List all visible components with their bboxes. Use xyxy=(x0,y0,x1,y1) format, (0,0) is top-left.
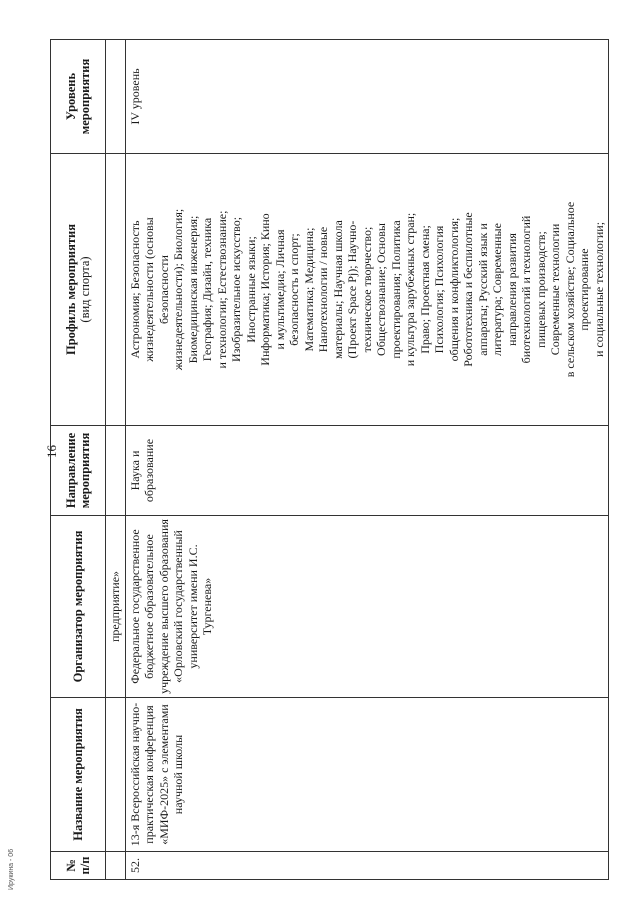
profile-line: направления развития xyxy=(504,233,519,346)
header-profile-sub: (вид спорта) xyxy=(78,256,92,323)
cell-direction: Наука и образование xyxy=(125,426,609,516)
profile-line: и мультимедиа; Личная xyxy=(272,229,287,350)
profile-line: в сельском хозяйстве; Социальное xyxy=(562,201,577,378)
profile-line: аппараты; Русский язык и xyxy=(475,223,490,356)
profile-line: Обществознание; Основы xyxy=(374,223,388,356)
cell-organizer-tail: предприятие» xyxy=(106,516,126,698)
cell-organizer: Федеральное государственное бюджетное образовательное учреждение высшего образования «Орловский государственный университет имени И.С. Тургенева» xyxy=(125,516,609,698)
table-header-row xyxy=(51,40,106,880)
profile-line: техническое творчество; xyxy=(359,226,374,353)
header-organizer: Организатор мероприятия xyxy=(51,516,106,698)
table-row-continuation xyxy=(106,40,126,880)
cell-level: IV уровень xyxy=(125,40,609,154)
profile-line: и социальные технологии; xyxy=(591,221,606,358)
cell-profile xyxy=(125,154,609,426)
header-level: Уровень мероприятия xyxy=(51,40,106,154)
rotated-table-wrapper xyxy=(50,40,610,880)
profile-line: Нанотехнологии / новые xyxy=(316,226,330,353)
cell-empty xyxy=(106,852,126,880)
cell-empty xyxy=(106,698,126,852)
profile-line: материалы; Научная школа xyxy=(330,220,345,359)
profile-line: пищевых производств; xyxy=(533,231,548,348)
header-profile-title: Профиль мероприятия xyxy=(63,224,78,356)
profile-line: Современные технологии xyxy=(548,223,562,356)
events-table xyxy=(50,39,609,880)
profile-line: общения и конфликтология; xyxy=(446,217,461,362)
profile-line: биотехнологий и технологий xyxy=(519,215,533,364)
profile-line: безопасности xyxy=(156,255,171,324)
profile-line: Астрономия; Безопасность xyxy=(127,220,142,359)
footer-stamp: Ирукина - 06 xyxy=(8,848,15,890)
profile-line: литература; Современные xyxy=(490,223,504,356)
cell-empty xyxy=(106,154,126,426)
profile-line: (Проект Space Pj); Научно- xyxy=(345,220,359,359)
profile-line: жизнедеятельности); Биология; xyxy=(171,208,185,371)
cell-num: 52. xyxy=(125,852,609,880)
profile-line: Иностранные языки; xyxy=(243,236,258,343)
profile-line: Изобразительное искусство; xyxy=(229,216,243,363)
cell-empty xyxy=(106,40,126,154)
header-profile xyxy=(51,154,106,426)
profile-line: Право; Проектная смена; xyxy=(417,225,432,354)
table-row xyxy=(125,40,609,880)
cell-name: 13-я Всероссийская научно-практическая конференция «МИФ-2025» с элементами научной школы xyxy=(125,698,609,852)
header-name: Название мероприятия xyxy=(51,698,106,852)
profile-line: Робототехника и беспилотные xyxy=(461,212,475,367)
cell-empty xyxy=(106,426,126,516)
profile-line: и культура зарубежных стран; xyxy=(403,212,417,367)
profile-line: проектирование xyxy=(577,248,591,331)
profile-line: безопасность и спорт; xyxy=(287,233,301,346)
header-direction: Направление мероприятия xyxy=(51,426,106,516)
profile-line: Математика; Медицина; xyxy=(301,227,316,352)
profile-line: проектирования; Политика xyxy=(388,220,403,359)
profile-line: Психология; Психология xyxy=(432,225,446,354)
page-number: 16 xyxy=(44,445,59,458)
profile-line: География; Дизайн, техника xyxy=(200,217,214,362)
profile-line: Информатика; История; Кино xyxy=(258,213,272,366)
profile-line: и технологии; Естествознание; xyxy=(214,210,229,369)
profile-line: Биомедицинская инженерия; xyxy=(185,215,200,364)
header-num: № п/п xyxy=(51,852,106,880)
profile-line: жизнедеятельности (основы xyxy=(142,217,156,362)
